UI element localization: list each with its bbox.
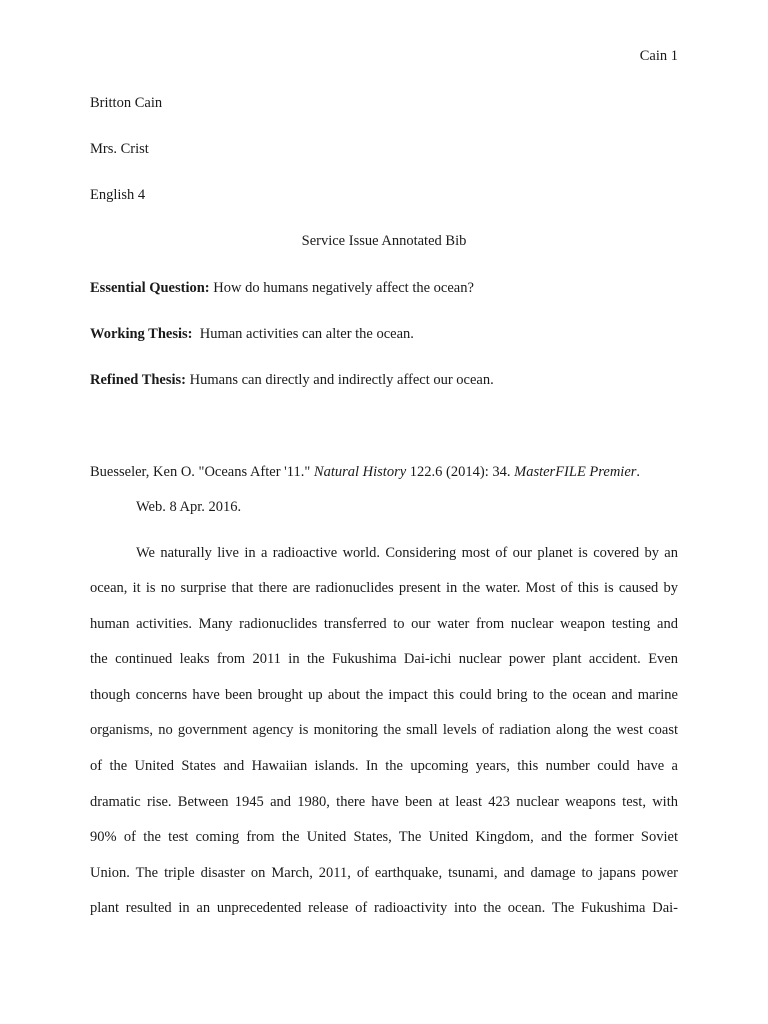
citation-journal: Natural History — [313, 464, 407, 480]
annotation-line: dramatic rise. Between 1945 and 1980, there have been at least 423 nuclear weapons test, with — [90, 794, 678, 810]
teacher-name: Mrs. Crist — [90, 141, 149, 157]
essential-question-text: How do humans negatively affect the ocean? — [209, 280, 474, 296]
annotation-line: plant resulted in an unprecedented release of radioactivity into the ocean. The Fukushima Dai- — [90, 900, 678, 916]
citation-line-2: Web. 8 Apr. 2016. — [136, 499, 242, 515]
refined-thesis-label: Refined Thesis: — [90, 372, 187, 388]
working-thesis-text: Human activities can alter the ocean. — [192, 326, 414, 342]
citation-author-title: Buesseler, Ken O. "Oceans After '11." — [90, 464, 314, 480]
annotation-line: though concerns have been brought up about the impact this could bring to the ocean and marine — [90, 687, 678, 703]
annotation-line: We naturally live in a radioactive world. Considering most of our planet is covered by an — [136, 545, 678, 561]
citation-volume: 122.6 (2014): 34. — [406, 464, 515, 480]
working-thesis — [90, 325, 414, 343]
citation-database: MasterFILE Premier — [514, 464, 637, 480]
annotation-line: the continued leaks from 2011 in the Fukushima Dai-ichi nuclear power plant accident. Even — [90, 651, 678, 667]
annotation-line: 90% of the test coming from the United States, The United Kingdom, and the former Soviet — [90, 829, 678, 845]
annotation-line: Union. The triple disaster on March, 2011, of earthquake, tsunami, and damage to japans power — [90, 865, 678, 881]
annotation-line: human activities. Many radionuclides transferred to our water from nuclear weapon testing and — [90, 616, 678, 632]
student-name: Britton Cain — [90, 95, 163, 111]
annotation-line: organisms, no government agency is monitoring the small levels of radiation along the west coast — [90, 722, 678, 738]
running-head: Cain 1 — [639, 48, 678, 64]
refined-thesis — [90, 371, 494, 389]
class-name: English 4 — [90, 187, 146, 203]
annotation-line: of the United States and Hawaiian islands. In the upcoming years, this number could have a — [90, 758, 678, 774]
citation-line-1 — [90, 463, 640, 481]
paper-title: Service Issue Annotated Bib — [301, 233, 467, 249]
essential-question — [90, 279, 474, 297]
essential-question-label: Essential Question: — [90, 280, 210, 296]
annotation-line: ocean, it is no surprise that there are radionuclides present in the water. Most of this is caused by — [90, 580, 678, 596]
citation-period: . — [636, 464, 641, 480]
refined-thesis-text: Humans can directly and indirectly affect our ocean. — [186, 372, 494, 388]
working-thesis-label: Working Thesis: — [90, 326, 193, 342]
